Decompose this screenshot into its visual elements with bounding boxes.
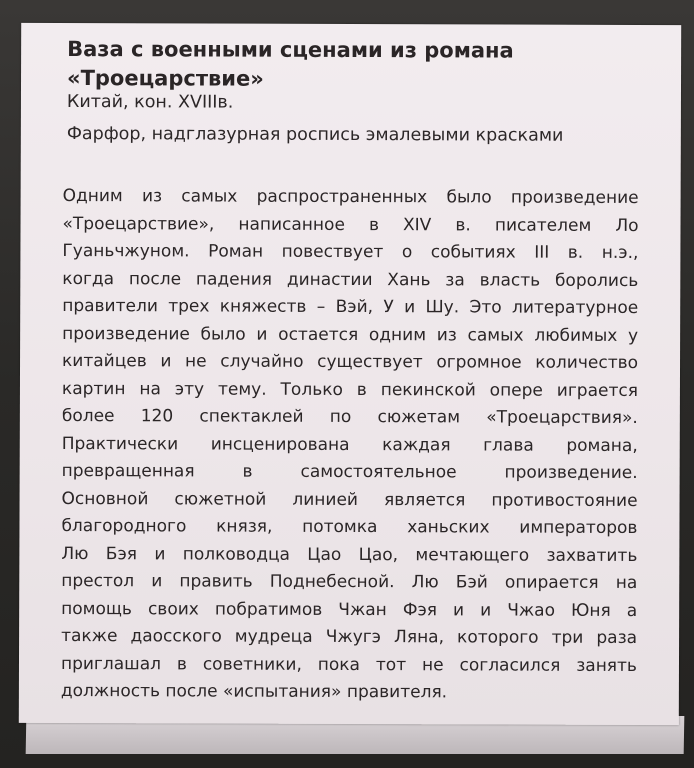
description-line: престол и править Поднебесной. Лю Бэй опирается на [61, 570, 638, 594]
description-line: Одним из самых распространенных было произведение [62, 185, 639, 209]
exhibit-title [67, 35, 627, 95]
description-line: «Троецарствие», написанное в XIV в. писателем Ло [62, 213, 639, 236]
exhibit-title-line-2: «Троецарствие» [66, 66, 264, 91]
description-line: также даосского мудреца Чжугэ Ляна, которого три раза [61, 625, 638, 649]
description-line: когда после падения династии Хань за власть боролись [62, 268, 639, 291]
exhibit-origin-date: Китай, кон. XVIIIв. [66, 92, 234, 113]
description-line: произведение было и остается одним из самых любимых у [62, 323, 639, 346]
museum-label-plate [19, 23, 681, 725]
description-line: Лю Бэя и полководца Цао Цао, мечтающего захватить [61, 543, 638, 566]
exhibit-title-line-1: Ваза с военными сценами из романа [67, 37, 514, 63]
description-line: приглашал в советники, пока тот не согласился занять [60, 653, 638, 676]
exhibit-material: Фарфор, надглазурная роспись эмалевыми красками [66, 124, 564, 146]
description-line: Гуаньчжуном. Роман повествует о событиях III в. н.э., [62, 240, 639, 264]
description-line: правители трех княжеств – Вэй, У и Шу. Это литературное [62, 295, 639, 319]
description-line: должность после «испытания» правителя. [60, 680, 448, 703]
description-line: Основной сюжетной линией является противостояние [61, 488, 638, 511]
description-line: благородного князя, потомка ханьских императоров [61, 515, 638, 539]
description-line: более 120 спектаклей по сюжетам «Троецарствия». [61, 405, 638, 429]
exhibit-description [61, 183, 639, 708]
description-line: картин на эту тему. Только в пекинской опере играется [61, 378, 638, 401]
description-line: превращенная в самостоятельное произведение. [61, 460, 638, 484]
description-line: помощь своих побратимов Чжан Фэя и и Чжао Юня а [61, 598, 638, 621]
description-line: китайцев и не случайно существует огромное количество [62, 350, 639, 374]
description-line: Практически инсценирована каждая глава романа, [61, 433, 638, 456]
